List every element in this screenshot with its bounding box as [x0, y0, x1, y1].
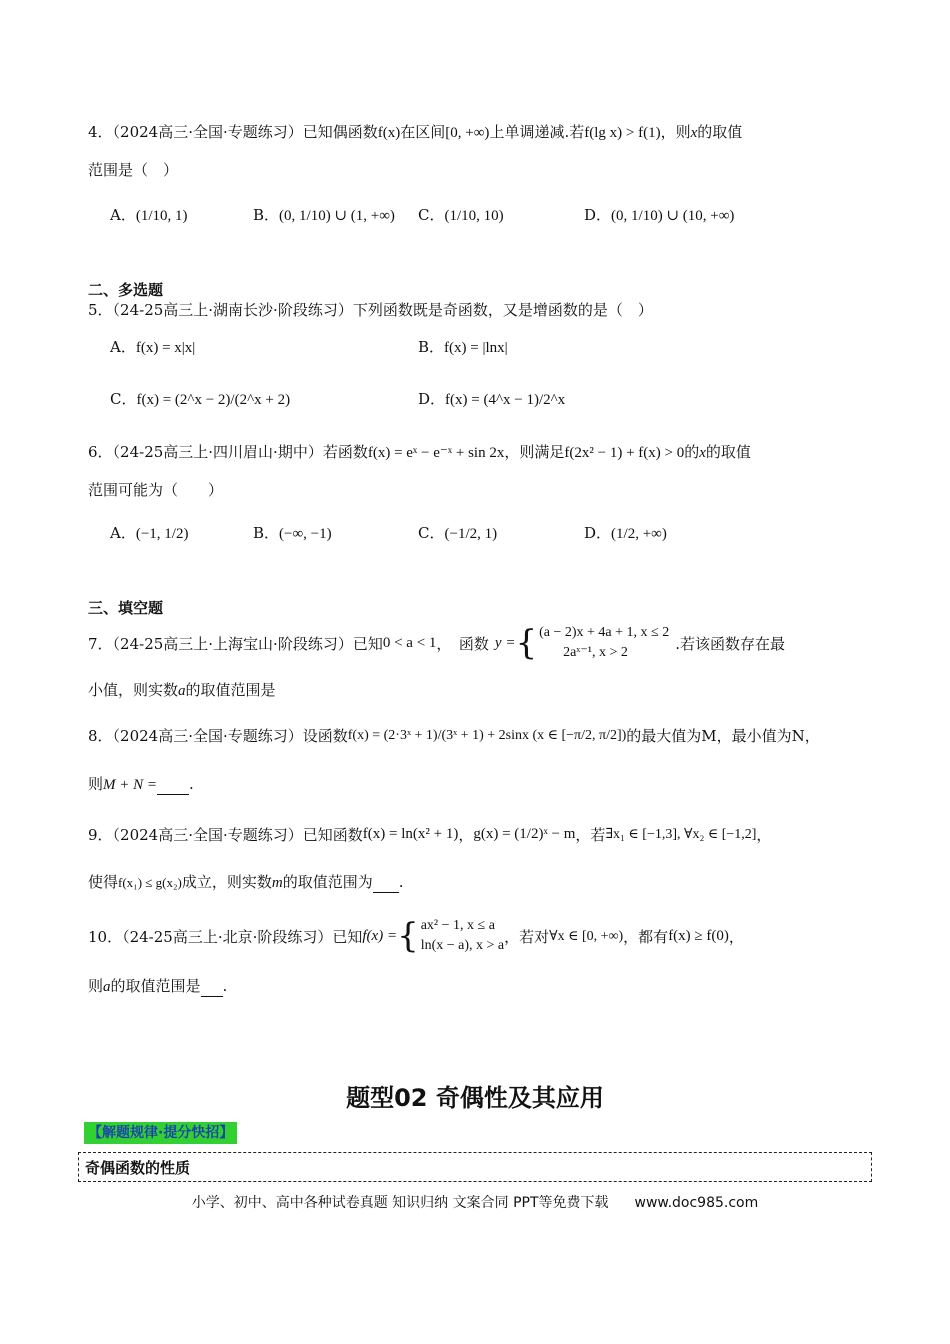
- q7-y: y =: [494, 634, 516, 651]
- option-label: C．: [418, 206, 445, 224]
- footer-url[interactable]: www.doc985.com: [634, 1195, 759, 1211]
- option-text: (1/10, 1): [135, 208, 188, 224]
- q10-case2: ln(x − a), x > a: [420, 938, 505, 953]
- q7-cond: 0 < a < 1: [382, 634, 437, 651]
- q7-a: a: [178, 683, 186, 699]
- q6-stem: [88, 442, 751, 463]
- q6-func: f(x) = eˣ − e⁻ˣ + sin 2x: [367, 445, 505, 461]
- q9-line2b: 成立，则实数: [181, 873, 272, 891]
- section-heading-multi: 二、多选题: [88, 281, 164, 299]
- q5-stem: 5．（24-25高三上·湖南长沙·阶段练习）下列函数既是奇函数，又是增函数的是（ ）: [88, 301, 653, 319]
- q10-line2b: 的取值范围是: [110, 977, 201, 995]
- q8-func: f(x) = (2·3ˣ + 1)/(3ˣ + 1) + 2sinx (x ∈ [−π/2, π/2]): [347, 727, 627, 743]
- section-heading-fill: 三、填空题: [88, 599, 164, 617]
- q8-answer-blank[interactable]: [157, 778, 189, 795]
- q6-stem-d: 的取值: [705, 443, 751, 461]
- q9-stem: [88, 814, 771, 854]
- option-label: D．: [584, 524, 612, 542]
- property-box-title: 奇偶函数的性质: [85, 1159, 191, 1177]
- q10-piecewise: [397, 916, 504, 956]
- q10-a: a: [103, 979, 111, 995]
- q10-ineq: f(x) ≥ f(0): [668, 927, 729, 944]
- q5-option-c[interactable]: [110, 388, 290, 411]
- q9-line2a: 使得: [88, 873, 119, 891]
- q6-stem-b: ，则满足: [504, 443, 565, 461]
- left-brace-icon: {: [515, 623, 538, 663]
- q9-cond: ∃x₁ ∈ [−1,3], ∀x₂ ∈ [−1,2]: [605, 826, 757, 842]
- tips-tag: 【解题规律·提分快招】: [84, 1122, 237, 1144]
- q7-line2a: 小值，则实数: [88, 681, 179, 699]
- option-text: (−∞, −1): [279, 526, 332, 542]
- q9-f: f(x) = ln(x² + 1): [362, 825, 459, 842]
- q9-stem-b: ，若: [575, 825, 606, 844]
- q7-stem-a: 7．（24-25高三上·上海宝山·阶段练习）已知: [88, 634, 383, 653]
- q4-option-c[interactable]: [418, 204, 504, 227]
- q10-fx: f(x) =: [362, 927, 398, 944]
- q8-stem: [88, 710, 820, 760]
- q6-stem-a: 6．（24-25高三上·四川眉山·期中）若函数: [88, 443, 368, 461]
- option-label: C．: [418, 524, 445, 542]
- q7-case1: (a − 2)x + 4a + 1, x ≤ 2: [539, 625, 670, 640]
- option-text: (1/10, 10): [444, 208, 504, 224]
- q4-stem: [88, 122, 742, 143]
- q4-x: x: [690, 125, 698, 141]
- q6-stem-c: 的: [684, 443, 700, 461]
- q9-comma: ，: [458, 825, 474, 844]
- q9-line2c: 的取值范围为: [282, 873, 373, 891]
- option-label: B．: [253, 524, 280, 542]
- q10-stem-d: ，: [728, 927, 744, 946]
- option-label: B．: [253, 206, 280, 224]
- q7-line2: [88, 680, 276, 701]
- q4-option-b[interactable]: [253, 204, 395, 227]
- q8-line2: [88, 774, 194, 795]
- option-text: f(x) = |lnx|: [444, 340, 508, 356]
- q9-m: m: [271, 875, 283, 891]
- q9-stem-a: 9．（2024高三·全国·专题练习）已知函数: [88, 825, 363, 844]
- option-label: A．: [110, 524, 136, 542]
- q9-line2d: .: [398, 873, 404, 891]
- q10-line2a: 则: [88, 977, 104, 995]
- q4-stem-c: 上单调递减.若: [489, 123, 585, 141]
- option-text: f(x) = (2^x − 2)/(2^x + 2): [136, 392, 291, 408]
- option-label: C．: [110, 390, 137, 408]
- q9-g: g(x) = (1/2)ˣ − m: [473, 825, 576, 842]
- option-text: (1/2, +∞): [611, 526, 667, 542]
- q4-line2: 范围是（ ）: [88, 161, 179, 179]
- q7-case2: 2aˣ⁻¹, x > 2: [563, 645, 628, 660]
- option-label: D．: [418, 390, 446, 408]
- q8-stem-b: 的最大值为M，最小值为N，: [626, 726, 820, 745]
- q10-line2: [88, 976, 227, 997]
- option-text: (0, 1/10) ∪ (1, +∞): [279, 208, 395, 224]
- q9-stem-c: ，: [756, 825, 772, 844]
- q4-interval: [0, +∞): [445, 125, 490, 141]
- option-text: f(x) = x|x|: [135, 340, 196, 356]
- q9-ineq: f(x₁) ≤ g(x₂): [118, 875, 182, 890]
- q8-line2a: 则: [88, 775, 104, 793]
- q10-case1: ax² − 1, x ≤ a: [420, 918, 495, 933]
- option-label: A．: [110, 338, 136, 356]
- q6-option-c[interactable]: [418, 522, 497, 545]
- q7-line2b: 的取值范围是: [185, 681, 276, 699]
- left-brace-icon: {: [397, 916, 419, 956]
- property-box: [78, 1152, 872, 1182]
- q6-cond: f(2x² − 1) + f(x) > 0: [564, 445, 685, 461]
- q10-line2c: .: [222, 977, 228, 995]
- q7-piecewise: [515, 623, 669, 663]
- q8-expr: M + N =: [103, 777, 158, 793]
- q8-stem-a: 8．（2024高三·全国·专题练习）设函数: [88, 726, 348, 745]
- q8-line2b: .: [189, 775, 194, 793]
- q10-answer-blank[interactable]: [201, 980, 223, 997]
- option-label: A．: [110, 206, 136, 224]
- q6-line2: 范围可能为（ ）: [88, 481, 224, 499]
- q4-option-d[interactable]: [584, 204, 734, 227]
- q5-option-b[interactable]: [418, 336, 508, 359]
- q5-option-d[interactable]: [418, 388, 565, 411]
- q4-option-a[interactable]: [110, 204, 188, 227]
- q10-cond: ∀x ∈ [0, +∞): [549, 928, 624, 944]
- q9-line2: [88, 872, 404, 893]
- q4-fx: f(x): [377, 125, 401, 141]
- q4-stem-d: ，则: [660, 123, 691, 141]
- option-text: f(x) = (4^x − 1)/2^x: [445, 392, 566, 408]
- option-label: D．: [584, 206, 612, 224]
- q7-stem-b: ， 函数: [436, 634, 489, 653]
- page-footer: [0, 1192, 950, 1212]
- q10-stem-b: ，若对: [504, 927, 550, 946]
- q7-stem: [88, 618, 785, 668]
- option-label: B．: [418, 338, 445, 356]
- q4-stem-e: 的取值: [697, 123, 743, 141]
- q4-stem-b: 在区间: [400, 123, 446, 141]
- q9-answer-blank[interactable]: [373, 876, 399, 893]
- q6-option-a[interactable]: [110, 522, 188, 545]
- q4-cond: f(lg x) > f(1): [584, 125, 661, 141]
- q10-stem: [88, 910, 744, 962]
- option-text: (−1/2, 1): [444, 526, 498, 542]
- q6-option-d[interactable]: [584, 522, 667, 545]
- q5-option-a[interactable]: [110, 336, 195, 359]
- footer-text: 小学、初中、高中各种试卷真题 知识归纳 文案合同 PPT等免费下载: [191, 1195, 609, 1211]
- q7-stem-c: .若该函数存在最: [675, 634, 785, 653]
- q4-stem-a: 4．（2024高三·全国·专题练习）已知偶函数: [88, 123, 378, 141]
- q6-x: x: [699, 445, 706, 461]
- q10-stem-c: ，都有: [623, 927, 669, 946]
- option-text: (0, 1/10) ∪ (10, +∞): [611, 208, 735, 224]
- option-text: (−1, 1/2): [135, 526, 189, 542]
- q10-stem-a: 10．（24-25高三上·北京·阶段练习）已知: [88, 927, 363, 946]
- q6-option-b[interactable]: [253, 522, 332, 545]
- section-title: 题型02 奇偶性及其应用: [346, 1084, 604, 1112]
